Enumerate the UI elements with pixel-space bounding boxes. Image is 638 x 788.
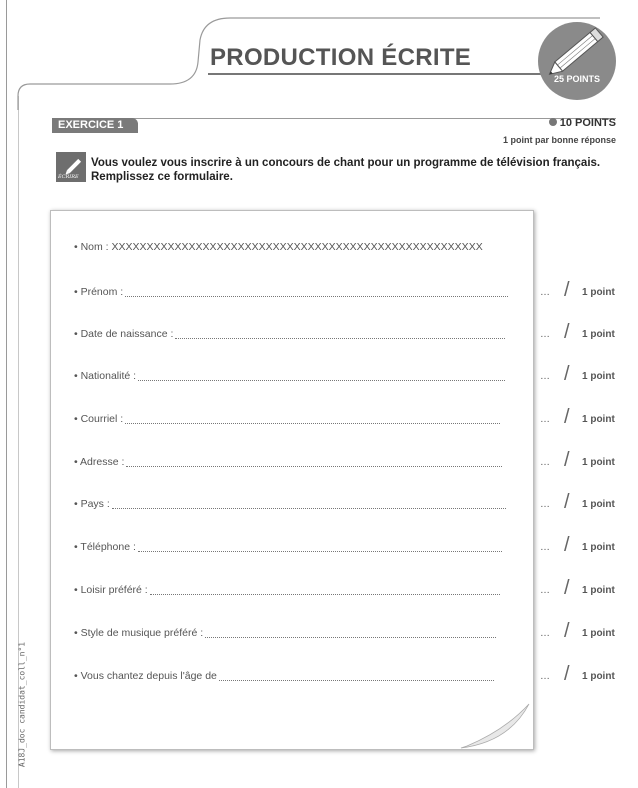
form-field-label: • Adresse : — [74, 456, 125, 468]
document-code: A18J_doc candidat_coll_n°1 — [17, 641, 27, 768]
field-score — [540, 534, 615, 556]
answer-line[interactable] — [112, 499, 506, 509]
score-slash: / — [564, 363, 570, 385]
title-underline — [208, 73, 546, 75]
field-score — [540, 620, 615, 642]
badge-label: 25 POINTS — [553, 74, 600, 84]
score-points: 1 point — [582, 457, 615, 468]
form-field — [74, 541, 136, 553]
score-slash: / — [564, 279, 570, 301]
score-points: 1 point — [582, 542, 615, 553]
score-points: 1 point — [582, 329, 615, 340]
form-field-label: • Style de musique préféré : — [74, 627, 204, 639]
form-field-label: • Prénom : — [74, 286, 124, 298]
score-slash: / — [564, 406, 570, 428]
answer-line[interactable] — [175, 329, 505, 339]
page-border-left — [6, 0, 7, 788]
form-field — [74, 370, 136, 382]
field-score — [540, 279, 615, 301]
score-points: 1 point — [582, 499, 615, 510]
score-points: 1 point — [582, 585, 615, 596]
form-field-label: • Courriel : — [74, 413, 124, 425]
score-points: 1 point — [582, 287, 615, 298]
form-field — [74, 627, 203, 639]
instructions-line-2: Remplissez ce formulaire. — [91, 171, 233, 183]
form-field — [74, 584, 148, 596]
field-score — [540, 321, 615, 343]
page-title: PRODUCTION ÉCRITE — [210, 44, 472, 71]
score-ellipsis: … — [540, 371, 550, 382]
pencil-icon — [545, 20, 615, 80]
score-slash: / — [564, 577, 570, 599]
instructions — [91, 156, 621, 184]
form-field-label: • Date de naissance : — [74, 328, 174, 340]
answer-line[interactable] — [125, 414, 500, 424]
score-slash: / — [564, 663, 570, 685]
score-ellipsis: … — [540, 329, 550, 340]
field-score — [540, 491, 615, 513]
form-field — [74, 456, 124, 468]
form-field-label: • Nom : XXXXXXXXXXXXXXXXXXXXXXXXXXXXXXXXXXXXXXXXXXXXXXXXXXXXX — [74, 241, 483, 253]
answer-line[interactable] — [150, 585, 500, 595]
exercise-label: EXERCICE 1 — [52, 118, 138, 133]
score-points: 1 point — [582, 671, 615, 682]
score-slash: / — [564, 534, 570, 556]
score-slash: / — [564, 620, 570, 642]
form-field — [74, 328, 173, 340]
score-ellipsis: … — [540, 414, 550, 425]
score-ellipsis: … — [540, 628, 550, 639]
form-field-label: • Loisir préféré : — [74, 584, 148, 596]
answer-line[interactable] — [125, 287, 508, 297]
score-ellipsis: … — [540, 287, 550, 298]
score-ellipsis: … — [540, 671, 550, 682]
form-field — [74, 670, 217, 682]
write-icon-caption: ÉCRIRE — [58, 174, 79, 180]
form-field-label: • Pays : — [74, 498, 110, 510]
form-field-label: • Nationalité : — [74, 370, 137, 382]
answer-line[interactable] — [205, 628, 496, 638]
exercise-points-text: 10 POINTS — [559, 117, 616, 129]
score-ellipsis: … — [540, 542, 550, 553]
answer-line[interactable] — [219, 671, 494, 681]
form-field — [74, 498, 110, 510]
score-ellipsis: … — [540, 585, 550, 596]
field-score — [540, 363, 615, 385]
bullet-dot-icon — [549, 118, 557, 126]
score-points: 1 point — [582, 628, 615, 639]
form-field — [74, 286, 123, 298]
score-ellipsis: … — [540, 457, 550, 468]
write-icon — [56, 152, 86, 182]
score-slash: / — [564, 321, 570, 343]
score-points: 1 point — [582, 371, 615, 382]
form-field — [74, 241, 483, 253]
points-per-answer: 1 point par bonne réponse — [502, 135, 616, 145]
form-field — [74, 413, 123, 425]
page-curl — [459, 700, 533, 750]
answer-line[interactable] — [138, 542, 502, 552]
score-slash: / — [564, 449, 570, 471]
form-field-label: • Vous chantez depuis l'âge de — [74, 670, 217, 682]
field-score — [540, 663, 615, 685]
score-slash: / — [564, 491, 570, 513]
exercise-points — [549, 117, 616, 129]
field-score — [540, 406, 615, 428]
instructions-line-1: Vous voulez vous inscrire à un concours de chant pour un programme de télévision français. — [91, 157, 601, 169]
field-score — [540, 449, 615, 471]
field-score — [540, 577, 615, 599]
score-points: 1 point — [582, 414, 615, 425]
score-ellipsis: … — [540, 499, 550, 510]
answer-line[interactable] — [126, 457, 502, 467]
answer-line[interactable] — [138, 371, 505, 381]
form-field-label: • Téléphone : — [74, 541, 136, 553]
